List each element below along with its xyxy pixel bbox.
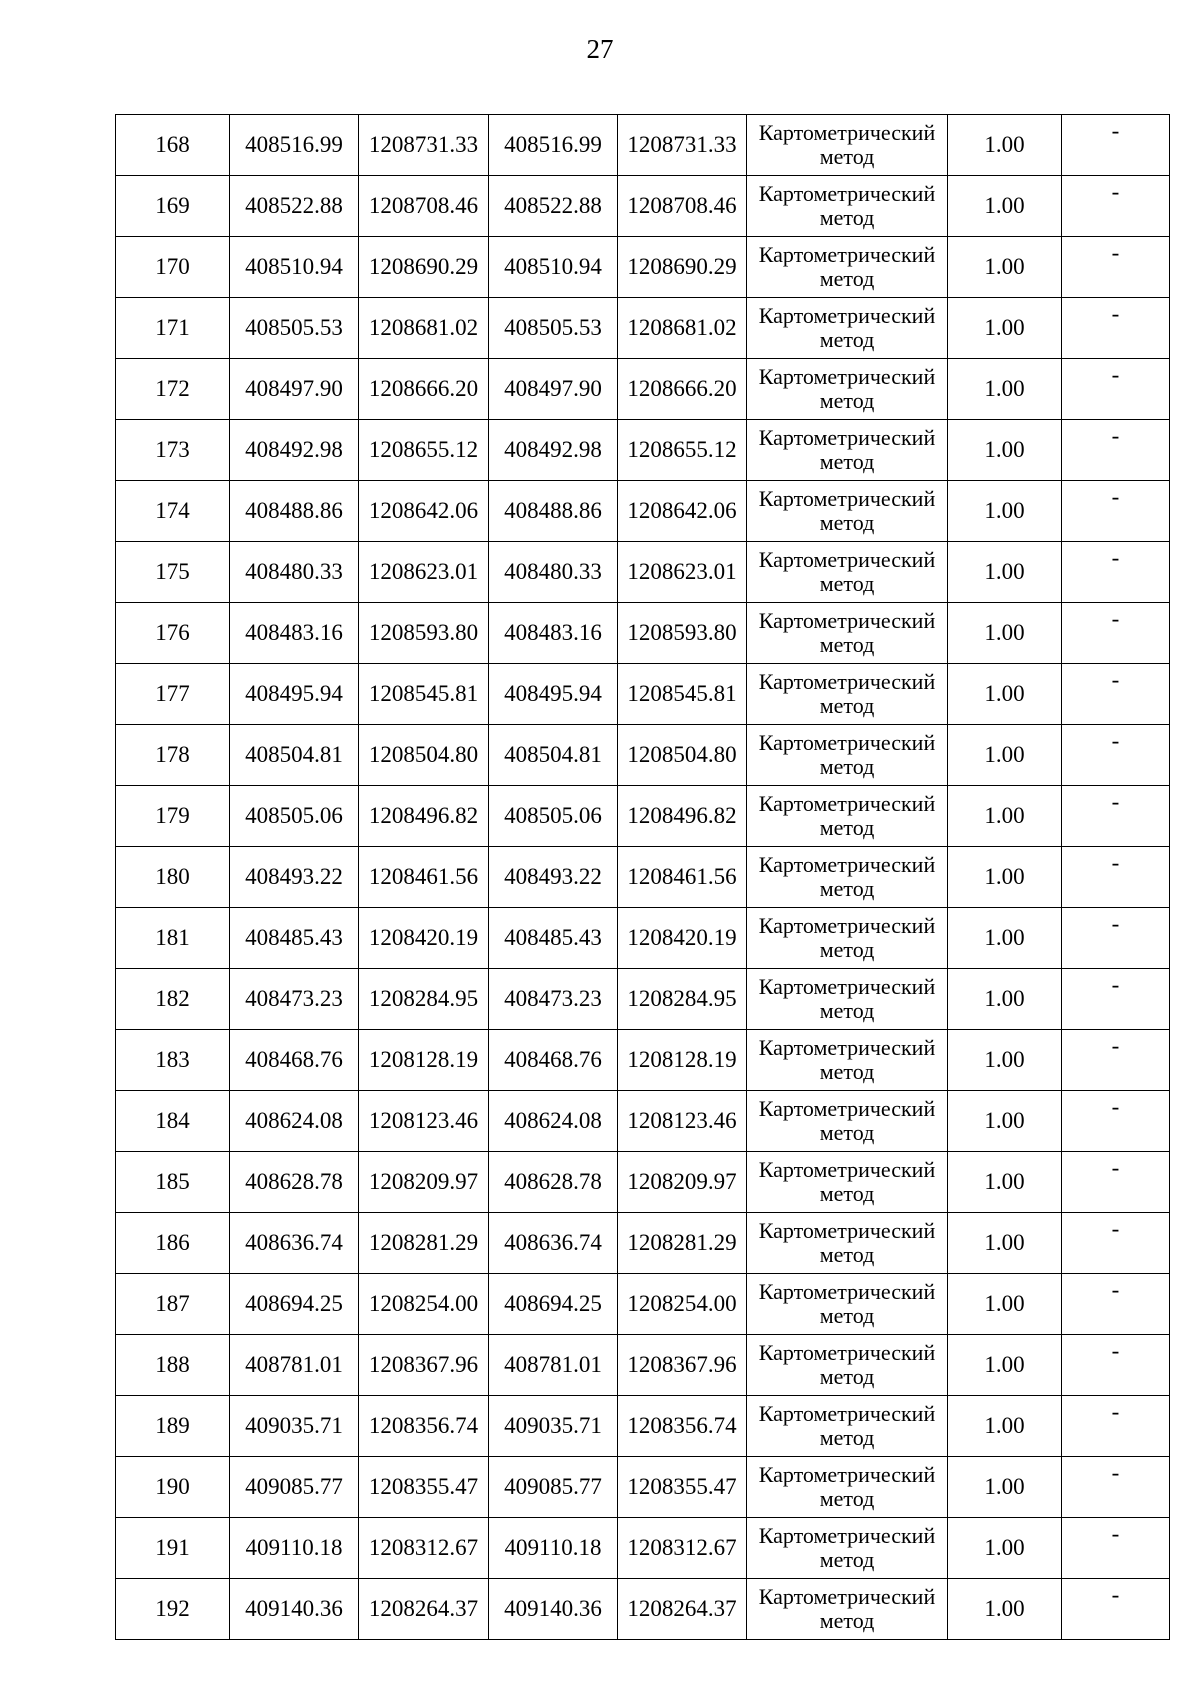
- method-cell: [747, 847, 948, 908]
- method-cell: [747, 969, 948, 1030]
- new-y-cell: 1208367.96: [618, 1335, 747, 1396]
- accuracy-cell: 1.00: [948, 1457, 1062, 1518]
- accuracy-cell: 1.00: [948, 603, 1062, 664]
- table-row: [116, 1213, 1170, 1274]
- point-number-cell: 191: [116, 1518, 230, 1579]
- existing-x-cell: 408636.74: [230, 1213, 359, 1274]
- existing-y-cell: 1208123.46: [359, 1091, 489, 1152]
- table-row: [116, 115, 1170, 176]
- method-cell: [747, 664, 948, 725]
- note-cell: -: [1062, 176, 1170, 237]
- new-x-cell: 408624.08: [489, 1091, 618, 1152]
- method-line-2: метод: [819, 998, 875, 1023]
- accuracy-cell: 1.00: [948, 481, 1062, 542]
- method-line-1: Картометрический: [758, 1584, 936, 1609]
- existing-x-cell: 408510.94: [230, 237, 359, 298]
- point-number-cell: 173: [116, 420, 230, 481]
- new-x-cell: 408493.22: [489, 847, 618, 908]
- method-line-1: Картометрический: [758, 425, 936, 450]
- new-y-cell: 1208128.19: [618, 1030, 747, 1091]
- existing-x-cell: 408488.86: [230, 481, 359, 542]
- table-body: [116, 115, 1170, 1640]
- table-row: [116, 1030, 1170, 1091]
- point-number-cell: 179: [116, 786, 230, 847]
- accuracy-cell: 1.00: [948, 115, 1062, 176]
- new-x-cell: 408480.33: [489, 542, 618, 603]
- new-y-cell: 1208420.19: [618, 908, 747, 969]
- method-line-2: метод: [819, 571, 875, 596]
- new-x-cell: 409035.71: [489, 1396, 618, 1457]
- new-y-cell: 1208123.46: [618, 1091, 747, 1152]
- note-cell: -: [1062, 1457, 1170, 1518]
- method-line-2: метод: [819, 1303, 875, 1328]
- method-line-1: Картометрический: [758, 486, 936, 511]
- method-line-2: метод: [819, 1608, 875, 1633]
- table-row: [116, 847, 1170, 908]
- existing-x-cell: 408493.22: [230, 847, 359, 908]
- coordinates-table: [115, 114, 1170, 1640]
- method-line-2: метод: [819, 144, 875, 169]
- existing-x-cell: 408781.01: [230, 1335, 359, 1396]
- method-cell: [747, 603, 948, 664]
- point-number-cell: 169: [116, 176, 230, 237]
- note-cell: -: [1062, 1335, 1170, 1396]
- existing-y-cell: 1208504.80: [359, 725, 489, 786]
- method-cell: [747, 176, 948, 237]
- method-line-2: метод: [819, 693, 875, 718]
- method-line-1: Картометрический: [758, 181, 936, 206]
- existing-x-cell: 408492.98: [230, 420, 359, 481]
- new-x-cell: 409110.18: [489, 1518, 618, 1579]
- new-x-cell: 408510.94: [489, 237, 618, 298]
- method-cell: [747, 725, 948, 786]
- method-line-2: метод: [819, 876, 875, 901]
- method-cell: [747, 115, 948, 176]
- note-cell: -: [1062, 1274, 1170, 1335]
- note-cell: -: [1062, 115, 1170, 176]
- new-x-cell: 409085.77: [489, 1457, 618, 1518]
- accuracy-cell: 1.00: [948, 1518, 1062, 1579]
- table-row: [116, 969, 1170, 1030]
- method-line-2: метод: [819, 1364, 875, 1389]
- new-x-cell: 408483.16: [489, 603, 618, 664]
- new-x-cell: 408694.25: [489, 1274, 618, 1335]
- method-cell: [747, 908, 948, 969]
- method-cell: [747, 542, 948, 603]
- method-line-1: Картометрический: [758, 364, 936, 389]
- note-cell: -: [1062, 1396, 1170, 1457]
- method-line-1: Картометрический: [758, 242, 936, 267]
- point-number-cell: 177: [116, 664, 230, 725]
- table-row: [116, 1579, 1170, 1640]
- new-x-cell: 408497.90: [489, 359, 618, 420]
- new-y-cell: 1208281.29: [618, 1213, 747, 1274]
- method-line-2: метод: [819, 937, 875, 962]
- page-number: 27: [586, 34, 614, 64]
- table-row: [116, 481, 1170, 542]
- new-y-cell: 1208545.81: [618, 664, 747, 725]
- new-y-cell: 1208504.80: [618, 725, 747, 786]
- new-x-cell: 408505.06: [489, 786, 618, 847]
- new-x-cell: 408505.53: [489, 298, 618, 359]
- table-row: [116, 298, 1170, 359]
- table-row: [116, 908, 1170, 969]
- method-line-2: метод: [819, 1547, 875, 1572]
- method-line-1: Картометрический: [758, 1523, 936, 1548]
- new-x-cell: 408468.76: [489, 1030, 618, 1091]
- existing-y-cell: 1208420.19: [359, 908, 489, 969]
- existing-x-cell: 408505.53: [230, 298, 359, 359]
- accuracy-cell: 1.00: [948, 1274, 1062, 1335]
- method-line-2: метод: [819, 815, 875, 840]
- method-line-1: Картометрический: [758, 1218, 936, 1243]
- note-cell: -: [1062, 1518, 1170, 1579]
- note-cell: -: [1062, 1091, 1170, 1152]
- point-number-cell: 190: [116, 1457, 230, 1518]
- point-number-cell: 176: [116, 603, 230, 664]
- method-line-1: Картометрический: [758, 1035, 936, 1060]
- method-cell: [747, 1518, 948, 1579]
- method-line-2: метод: [819, 1242, 875, 1267]
- method-cell: [747, 481, 948, 542]
- new-y-cell: 1208690.29: [618, 237, 747, 298]
- method-cell: [747, 1579, 948, 1640]
- existing-y-cell: 1208593.80: [359, 603, 489, 664]
- point-number-cell: 183: [116, 1030, 230, 1091]
- accuracy-cell: 1.00: [948, 298, 1062, 359]
- existing-y-cell: 1208284.95: [359, 969, 489, 1030]
- method-cell: [747, 359, 948, 420]
- accuracy-cell: 1.00: [948, 1213, 1062, 1274]
- point-number-cell: 187: [116, 1274, 230, 1335]
- method-line-1: Картометрический: [758, 1462, 936, 1487]
- method-cell: [747, 420, 948, 481]
- point-number-cell: 192: [116, 1579, 230, 1640]
- accuracy-cell: 1.00: [948, 420, 1062, 481]
- table-row: [116, 1396, 1170, 1457]
- point-number-cell: 180: [116, 847, 230, 908]
- method-line-1: Картометрический: [758, 852, 936, 877]
- accuracy-cell: 1.00: [948, 1152, 1062, 1213]
- existing-y-cell: 1208128.19: [359, 1030, 489, 1091]
- point-number-cell: 186: [116, 1213, 230, 1274]
- method-line-2: метод: [819, 1120, 875, 1145]
- note-cell: -: [1062, 481, 1170, 542]
- new-x-cell: 408522.88: [489, 176, 618, 237]
- method-line-1: Картометрический: [758, 608, 936, 633]
- existing-y-cell: 1208209.97: [359, 1152, 489, 1213]
- method-line-2: метод: [819, 449, 875, 474]
- existing-y-cell: 1208461.56: [359, 847, 489, 908]
- point-number-cell: 171: [116, 298, 230, 359]
- new-x-cell: 408492.98: [489, 420, 618, 481]
- new-x-cell: 408628.78: [489, 1152, 618, 1213]
- new-y-cell: 1208209.97: [618, 1152, 747, 1213]
- method-line-1: Картометрический: [758, 730, 936, 755]
- point-number-cell: 174: [116, 481, 230, 542]
- method-line-2: метод: [819, 510, 875, 535]
- new-y-cell: 1208593.80: [618, 603, 747, 664]
- method-cell: [747, 1213, 948, 1274]
- existing-x-cell: 408694.25: [230, 1274, 359, 1335]
- accuracy-cell: 1.00: [948, 969, 1062, 1030]
- new-y-cell: 1208461.56: [618, 847, 747, 908]
- method-line-1: Картометрический: [758, 120, 936, 145]
- method-line-1: Картометрический: [758, 1279, 936, 1304]
- accuracy-cell: 1.00: [948, 1335, 1062, 1396]
- note-cell: -: [1062, 1152, 1170, 1213]
- method-line-2: метод: [819, 266, 875, 291]
- existing-y-cell: 1208655.12: [359, 420, 489, 481]
- existing-x-cell: 409085.77: [230, 1457, 359, 1518]
- method-line-2: метод: [819, 1486, 875, 1511]
- new-x-cell: 408781.01: [489, 1335, 618, 1396]
- accuracy-cell: 1.00: [948, 1579, 1062, 1640]
- note-cell: -: [1062, 969, 1170, 1030]
- table-row: [116, 786, 1170, 847]
- table-row: [116, 725, 1170, 786]
- point-number-cell: 172: [116, 359, 230, 420]
- note-cell: -: [1062, 603, 1170, 664]
- note-cell: -: [1062, 786, 1170, 847]
- method-line-1: Картометрический: [758, 1340, 936, 1365]
- new-y-cell: 1208312.67: [618, 1518, 747, 1579]
- method-line-1: Картометрический: [758, 974, 936, 999]
- existing-x-cell: 408628.78: [230, 1152, 359, 1213]
- existing-y-cell: 1208642.06: [359, 481, 489, 542]
- new-y-cell: 1208264.37: [618, 1579, 747, 1640]
- method-cell: [747, 1030, 948, 1091]
- existing-y-cell: 1208545.81: [359, 664, 489, 725]
- table-row: [116, 603, 1170, 664]
- accuracy-cell: 1.00: [948, 176, 1062, 237]
- method-line-1: Картометрический: [758, 913, 936, 938]
- note-cell: -: [1062, 664, 1170, 725]
- accuracy-cell: 1.00: [948, 908, 1062, 969]
- existing-y-cell: 1208731.33: [359, 115, 489, 176]
- new-y-cell: 1208731.33: [618, 115, 747, 176]
- accuracy-cell: 1.00: [948, 1396, 1062, 1457]
- note-cell: -: [1062, 298, 1170, 359]
- new-x-cell: 408485.43: [489, 908, 618, 969]
- existing-y-cell: 1208356.74: [359, 1396, 489, 1457]
- existing-x-cell: 408480.33: [230, 542, 359, 603]
- existing-x-cell: 409035.71: [230, 1396, 359, 1457]
- method-line-2: метод: [819, 754, 875, 779]
- note-cell: -: [1062, 542, 1170, 603]
- point-number-cell: 181: [116, 908, 230, 969]
- note-cell: -: [1062, 359, 1170, 420]
- new-y-cell: 1208254.00: [618, 1274, 747, 1335]
- table-row: [116, 237, 1170, 298]
- note-cell: -: [1062, 420, 1170, 481]
- method-line-1: Картометрический: [758, 791, 936, 816]
- accuracy-cell: 1.00: [948, 847, 1062, 908]
- existing-y-cell: 1208496.82: [359, 786, 489, 847]
- point-number-cell: 178: [116, 725, 230, 786]
- method-line-1: Картометрический: [758, 547, 936, 572]
- point-number-cell: 188: [116, 1335, 230, 1396]
- note-cell: -: [1062, 725, 1170, 786]
- accuracy-cell: 1.00: [948, 359, 1062, 420]
- new-y-cell: 1208642.06: [618, 481, 747, 542]
- table-row: [116, 420, 1170, 481]
- method-cell: [747, 1274, 948, 1335]
- existing-y-cell: 1208312.67: [359, 1518, 489, 1579]
- note-cell: -: [1062, 1579, 1170, 1640]
- existing-x-cell: 408468.76: [230, 1030, 359, 1091]
- method-line-2: метод: [819, 632, 875, 657]
- new-y-cell: 1208655.12: [618, 420, 747, 481]
- new-y-cell: 1208666.20: [618, 359, 747, 420]
- note-cell: -: [1062, 237, 1170, 298]
- new-x-cell: 408504.81: [489, 725, 618, 786]
- note-cell: -: [1062, 1030, 1170, 1091]
- accuracy-cell: 1.00: [948, 786, 1062, 847]
- new-x-cell: 408488.86: [489, 481, 618, 542]
- new-x-cell: 409140.36: [489, 1579, 618, 1640]
- method-line-2: метод: [819, 1059, 875, 1084]
- existing-x-cell: 408505.06: [230, 786, 359, 847]
- table-row: [116, 1274, 1170, 1335]
- existing-x-cell: 409110.18: [230, 1518, 359, 1579]
- existing-x-cell: 408485.43: [230, 908, 359, 969]
- new-x-cell: 408516.99: [489, 115, 618, 176]
- existing-y-cell: 1208623.01: [359, 542, 489, 603]
- table-row: [116, 1091, 1170, 1152]
- existing-x-cell: 408522.88: [230, 176, 359, 237]
- new-y-cell: 1208623.01: [618, 542, 747, 603]
- existing-x-cell: 408495.94: [230, 664, 359, 725]
- method-cell: [747, 298, 948, 359]
- point-number-cell: 182: [116, 969, 230, 1030]
- existing-x-cell: 408516.99: [230, 115, 359, 176]
- existing-y-cell: 1208254.00: [359, 1274, 489, 1335]
- method-line-1: Картометрический: [758, 1096, 936, 1121]
- accuracy-cell: 1.00: [948, 542, 1062, 603]
- method-line-2: метод: [819, 1181, 875, 1206]
- existing-y-cell: 1208690.29: [359, 237, 489, 298]
- method-line-1: Картометрический: [758, 303, 936, 328]
- table-row: [116, 176, 1170, 237]
- accuracy-cell: 1.00: [948, 1091, 1062, 1152]
- new-y-cell: 1208356.74: [618, 1396, 747, 1457]
- existing-y-cell: 1208355.47: [359, 1457, 489, 1518]
- method-line-2: метод: [819, 1425, 875, 1450]
- existing-y-cell: 1208264.37: [359, 1579, 489, 1640]
- method-cell: [747, 1457, 948, 1518]
- point-number-cell: 184: [116, 1091, 230, 1152]
- point-number-cell: 175: [116, 542, 230, 603]
- table-row: [116, 1335, 1170, 1396]
- table-row: [116, 1152, 1170, 1213]
- new-y-cell: 1208708.46: [618, 176, 747, 237]
- method-line-2: метод: [819, 205, 875, 230]
- table-row: [116, 542, 1170, 603]
- table-row: [116, 664, 1170, 725]
- method-line-1: Картометрический: [758, 1401, 936, 1426]
- note-cell: -: [1062, 908, 1170, 969]
- method-cell: [747, 237, 948, 298]
- method-cell: [747, 786, 948, 847]
- existing-x-cell: 408497.90: [230, 359, 359, 420]
- method-line-2: метод: [819, 327, 875, 352]
- point-number-cell: 185: [116, 1152, 230, 1213]
- accuracy-cell: 1.00: [948, 664, 1062, 725]
- existing-y-cell: 1208367.96: [359, 1335, 489, 1396]
- existing-y-cell: 1208681.02: [359, 298, 489, 359]
- point-number-cell: 168: [116, 115, 230, 176]
- existing-x-cell: 408504.81: [230, 725, 359, 786]
- accuracy-cell: 1.00: [948, 725, 1062, 786]
- new-y-cell: 1208681.02: [618, 298, 747, 359]
- point-number-cell: 189: [116, 1396, 230, 1457]
- existing-x-cell: 408473.23: [230, 969, 359, 1030]
- table-row: [116, 359, 1170, 420]
- method-cell: [747, 1091, 948, 1152]
- accuracy-cell: 1.00: [948, 1030, 1062, 1091]
- new-y-cell: 1208284.95: [618, 969, 747, 1030]
- accuracy-cell: 1.00: [948, 237, 1062, 298]
- existing-y-cell: 1208708.46: [359, 176, 489, 237]
- new-y-cell: 1208496.82: [618, 786, 747, 847]
- method-line-1: Картометрический: [758, 1157, 936, 1182]
- existing-x-cell: 408483.16: [230, 603, 359, 664]
- method-line-1: Картометрический: [758, 669, 936, 694]
- method-cell: [747, 1396, 948, 1457]
- new-x-cell: 408473.23: [489, 969, 618, 1030]
- method-line-2: метод: [819, 388, 875, 413]
- method-cell: [747, 1335, 948, 1396]
- new-x-cell: 408636.74: [489, 1213, 618, 1274]
- new-x-cell: 408495.94: [489, 664, 618, 725]
- point-number-cell: 170: [116, 237, 230, 298]
- existing-x-cell: 408624.08: [230, 1091, 359, 1152]
- existing-y-cell: 1208666.20: [359, 359, 489, 420]
- table-row: [116, 1518, 1170, 1579]
- new-y-cell: 1208355.47: [618, 1457, 747, 1518]
- table-row: [116, 1457, 1170, 1518]
- note-cell: -: [1062, 847, 1170, 908]
- note-cell: -: [1062, 1213, 1170, 1274]
- existing-x-cell: 409140.36: [230, 1579, 359, 1640]
- method-cell: [747, 1152, 948, 1213]
- existing-y-cell: 1208281.29: [359, 1213, 489, 1274]
